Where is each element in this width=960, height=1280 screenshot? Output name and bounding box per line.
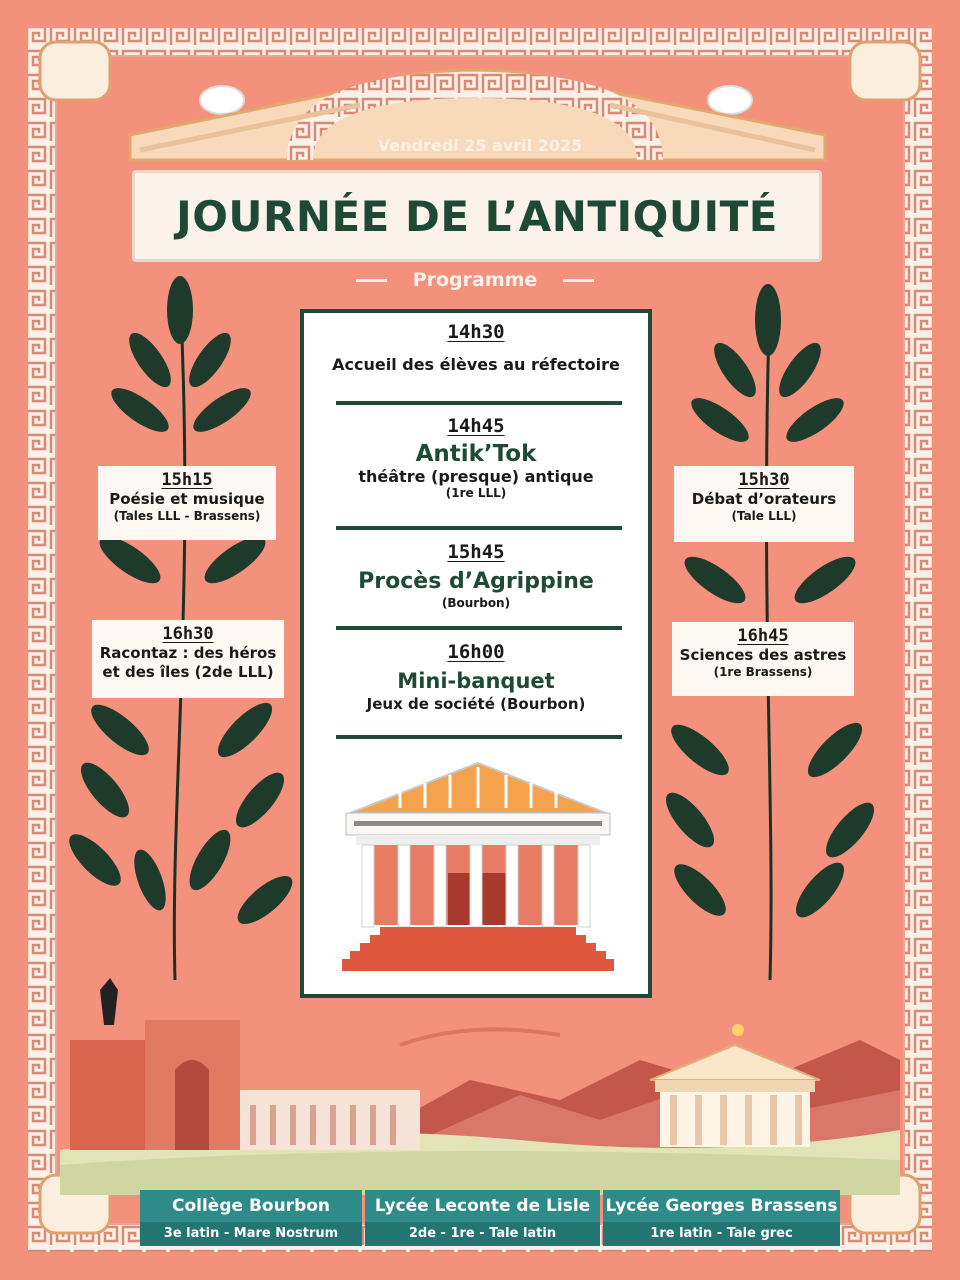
slot-description: Jeux de société (Bourbon) [366, 695, 586, 713]
program-slot [304, 541, 648, 610]
event-date: Vendredi 25 avril 2025 [377, 136, 583, 155]
divider [563, 279, 594, 282]
school-column [365, 1190, 600, 1252]
separator [336, 526, 622, 530]
subtitle-row [330, 266, 620, 294]
school-classes: 3e latin - Mare Nostrum [140, 1222, 362, 1246]
slot-time: 16h30 [162, 624, 214, 644]
title-banner [132, 170, 822, 262]
separator [336, 401, 622, 405]
page-title: JOURNÉE DE L’ANTIQUITÉ [176, 191, 778, 241]
slot-time: 15h15 [161, 470, 213, 490]
slot-title: Antik’Tok [415, 441, 537, 467]
slot-title: Mini-banquet [397, 669, 555, 693]
subtitle: Programme [412, 269, 538, 291]
school-name: Collège Bourbon [140, 1190, 362, 1222]
slot-description: Débat d’orateurs [691, 490, 837, 508]
slot-time: 16h00 [447, 641, 505, 663]
program-panel [300, 309, 652, 998]
school-name: Lycée Leconte de Lisle [365, 1190, 600, 1222]
slot-description: Sciences des astres [679, 646, 847, 664]
program-slot [304, 415, 648, 500]
landscape-illustration [60, 978, 900, 1195]
slot-title: Procès d’Agrippine [358, 569, 594, 594]
slot-time: 14h30 [447, 321, 505, 343]
slot-description: Poésie et musique [109, 490, 265, 508]
slot-time: 15h45 [447, 541, 505, 563]
frame-top [28, 28, 932, 56]
side-event-card [98, 466, 276, 540]
school-name: Lycée Georges Brassens [603, 1190, 840, 1222]
slot-time: 16h45 [737, 626, 789, 646]
school-column [140, 1190, 362, 1252]
slot-description: Accueil des élèves au réfectoire [332, 355, 620, 374]
slot-note: (1re Brassens) [713, 665, 813, 679]
school-classes: 2de - 1re - Tale latin [365, 1222, 600, 1246]
slot-note: (Bourbon) [441, 596, 511, 610]
slot-time: 15h30 [738, 470, 790, 490]
slot-note: (1re LLL) [445, 486, 507, 500]
program-slot [304, 641, 648, 713]
slot-note: (Tale LLL) [731, 509, 797, 523]
separator [336, 735, 622, 739]
frame-right [904, 28, 932, 1252]
temple-icon [340, 753, 616, 978]
slot-description: Racontaz : des héros [99, 644, 277, 662]
side-event-card [672, 622, 854, 696]
slot-note: (Tales LLL - Brassens) [113, 509, 261, 523]
divider [356, 279, 387, 282]
footer-schools [140, 1190, 840, 1252]
side-event-card [674, 466, 854, 542]
slot-time: 14h45 [447, 415, 505, 437]
slot-description: théâtre (presque) antique [358, 467, 594, 486]
side-event-card [92, 620, 284, 698]
separator [336, 626, 622, 630]
school-column [603, 1190, 840, 1252]
school-classes: 1re latin - Tale grec [603, 1222, 840, 1246]
frame-left [28, 28, 56, 1252]
slot-description: et des îles (2de LLL) [102, 663, 274, 681]
program-slot [304, 321, 648, 374]
